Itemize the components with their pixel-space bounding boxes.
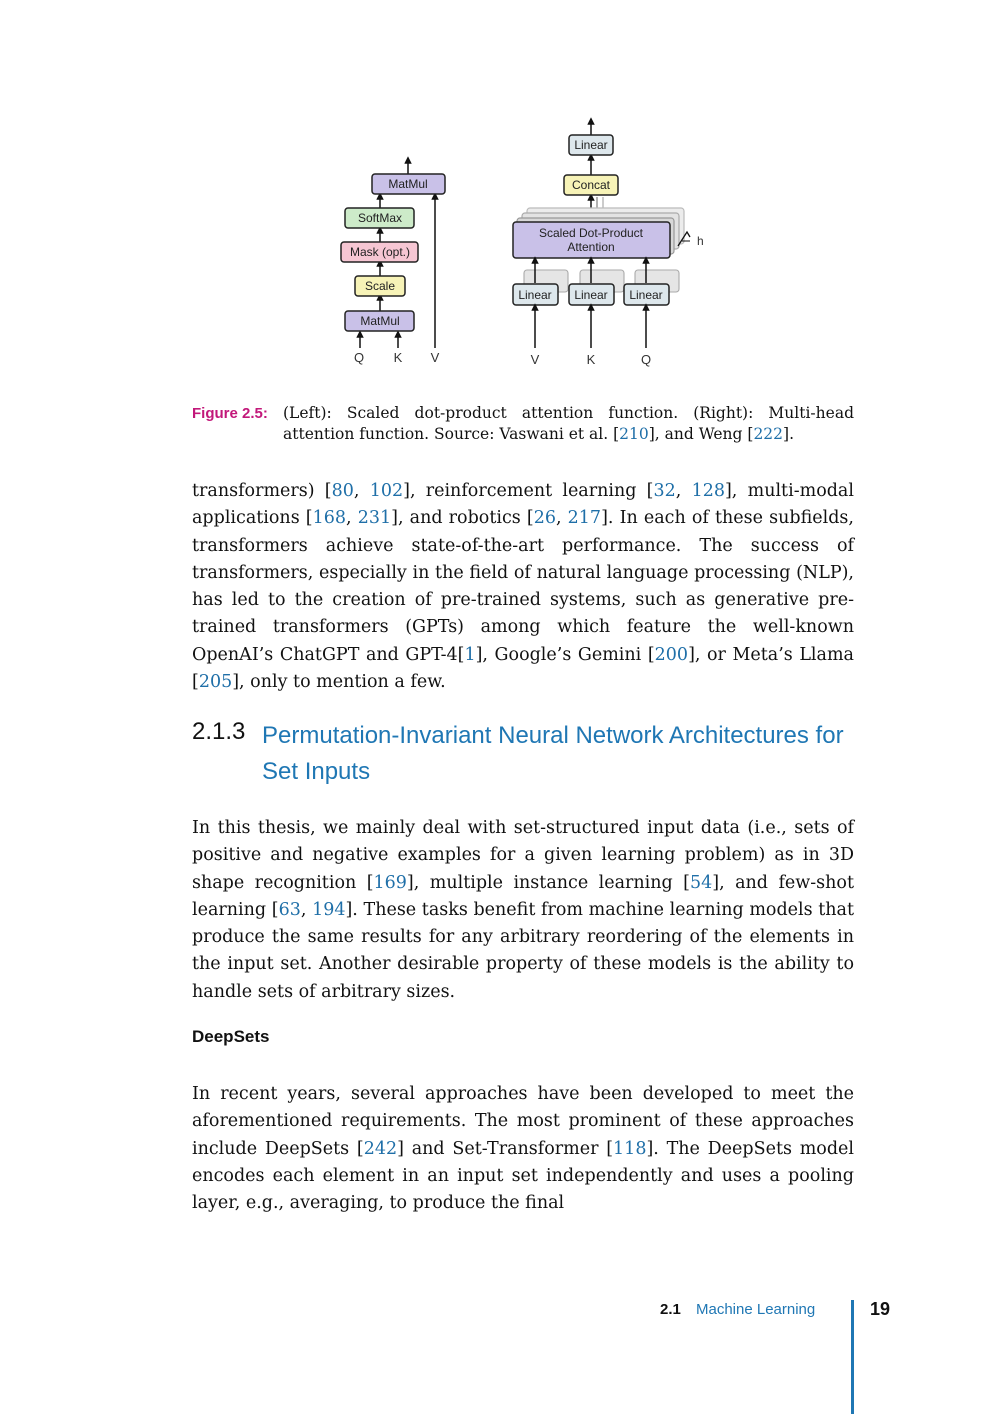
caption-text xyxy=(283,403,854,445)
left-input-q: Q xyxy=(353,350,365,365)
paragraph-transformers xyxy=(192,478,854,696)
matmul-bottom-label: MatMul xyxy=(360,314,400,328)
citation-link[interactable]: 32 xyxy=(653,481,676,501)
attention-block xyxy=(513,222,670,258)
scale-label: Scale xyxy=(364,279,396,293)
citation-link[interactable]: 217 xyxy=(567,508,602,529)
citation-link[interactable]: 205 xyxy=(198,672,233,693)
footer-divider xyxy=(851,1300,854,1414)
softmax-block xyxy=(345,208,414,228)
text: , xyxy=(300,899,313,920)
attention-label-line1: Scaled Dot-Product xyxy=(538,226,644,240)
text: ], reinforcement learning [ xyxy=(403,481,654,501)
citation-link[interactable]: 194 xyxy=(312,899,346,920)
concat-block xyxy=(564,175,618,195)
softmax-label: SoftMax xyxy=(357,211,403,225)
linear-k-block xyxy=(569,284,614,305)
linear-top-label: Linear xyxy=(574,138,608,152)
right-input-v: V xyxy=(530,352,540,367)
left-input-k: K xyxy=(393,350,403,365)
citation-link[interactable]: 210 xyxy=(619,425,649,443)
paragraph-set-inputs xyxy=(192,815,854,1006)
right-input-k: K xyxy=(586,352,596,367)
text: , xyxy=(353,481,370,501)
text: ], multi-modal applications [ xyxy=(192,481,854,529)
citation-link[interactable]: 200 xyxy=(654,644,689,665)
citation-link[interactable]: 54 xyxy=(689,872,713,893)
section-number: 2.1.3 xyxy=(192,718,246,745)
citation-link[interactable]: 231 xyxy=(357,508,392,529)
matmul-top-label: MatMul xyxy=(388,177,428,191)
caption-text-c: ]. xyxy=(783,425,795,443)
text: ], or Meta’s Llama [ xyxy=(192,644,854,693)
citation-link[interactable]: 26 xyxy=(533,508,556,529)
text: ]. These tasks benefit from machine learning models that produce the same results for any arbitrary reordering of the elements in the input set. Another desirable property of these models is the ability to handle sets of arbitrary sizes. xyxy=(192,899,854,1002)
linear-q-block xyxy=(624,284,669,305)
page-number: 19 xyxy=(870,1299,891,1319)
subsection-title: DeepSets xyxy=(192,1027,270,1046)
linear-v-block xyxy=(513,284,558,305)
text: ], only to mention a few. xyxy=(232,672,446,693)
paragraph-deepsets xyxy=(192,1081,854,1217)
citation-link[interactable]: 80 xyxy=(331,481,354,501)
linear-v-label: Linear xyxy=(518,288,552,302)
scaled-dot-product-diagram xyxy=(341,160,445,365)
citation-link[interactable]: 169 xyxy=(373,872,407,893)
caption-text-b: ], and Weng [ xyxy=(648,425,754,443)
text: , xyxy=(555,508,568,529)
footer-section-number: 2.1 xyxy=(660,1301,681,1318)
mask-block xyxy=(341,242,418,262)
concat-label: Concat xyxy=(571,178,611,192)
footer-section-title[interactable]: Machine Learning xyxy=(696,1301,816,1318)
citation-link[interactable]: 168 xyxy=(312,508,347,529)
section-title: Permutation-Invariant Neural Network Architectures for Set Inputs xyxy=(262,722,844,785)
citation-link[interactable]: 118 xyxy=(613,1138,647,1159)
citation-link[interactable]: 128 xyxy=(691,481,725,501)
matmul-top-block xyxy=(372,174,445,194)
caption-text-a: (Left): Scaled dot-product attention function. (Right): Multi-head attention function. Source: Vaswani et al. [ xyxy=(283,404,854,443)
linear-k-label: Linear xyxy=(574,288,608,302)
scale-block xyxy=(355,276,405,296)
text: ], and few-shot learning [ xyxy=(192,872,854,920)
heads-label: h xyxy=(697,234,704,248)
text: ]. In each of these subfields, transformers achieve state-of-the-art performance. The success of transformers, especially in the field of natural language processing (NLP), has led to the creation of pre-trained systems, such as generative pre-trained transformers (GPTs) among which feature the well-known OpenAI’s ChatGPT and GPT-4[ xyxy=(192,508,854,665)
text: ], Google’s Gemini [ xyxy=(475,644,655,665)
citation-link[interactable]: 242 xyxy=(363,1138,398,1159)
text: In recent years, several approaches have been developed to meet the aforementioned requirements. The most prominent of these approaches include DeepSets [ xyxy=(192,1084,854,1159)
linear-top-block xyxy=(569,135,613,155)
left-input-v: V xyxy=(430,350,440,365)
text: transformers) [ xyxy=(192,481,332,501)
attention-label-line2: Attention xyxy=(567,240,615,254)
text: ], multiple instance learning [ xyxy=(406,872,690,893)
linear-q-label: Linear xyxy=(629,288,663,302)
citation-link[interactable]: 1 xyxy=(464,644,476,665)
caption-label: Figure 2.5: xyxy=(192,405,268,422)
text: In this thesis, we mainly deal with set-structured input data (i.e., sets of positive and negative examples for a given learning problem) as in 3D shape recognition [ xyxy=(192,818,854,893)
attention-figure xyxy=(330,110,730,380)
mask-label: Mask (opt.) xyxy=(349,245,411,259)
citation-link[interactable]: 222 xyxy=(753,425,784,443)
figure-caption xyxy=(192,403,854,445)
text: ], and robotics [ xyxy=(391,508,534,529)
multi-head-attention-diagram xyxy=(513,121,704,367)
citation-link[interactable]: 102 xyxy=(369,481,404,501)
right-input-q: Q xyxy=(640,352,652,367)
text: ] and Set-Transformer [ xyxy=(397,1138,614,1159)
text: , xyxy=(346,508,358,529)
citation-link[interactable]: 63 xyxy=(278,899,301,920)
matmul-bottom-block xyxy=(345,311,414,331)
text: , xyxy=(675,481,692,501)
text: ]. The DeepSets model encodes each element in an input set independently and uses a pooling layer, e.g., averaging, to produce the final xyxy=(192,1138,854,1214)
